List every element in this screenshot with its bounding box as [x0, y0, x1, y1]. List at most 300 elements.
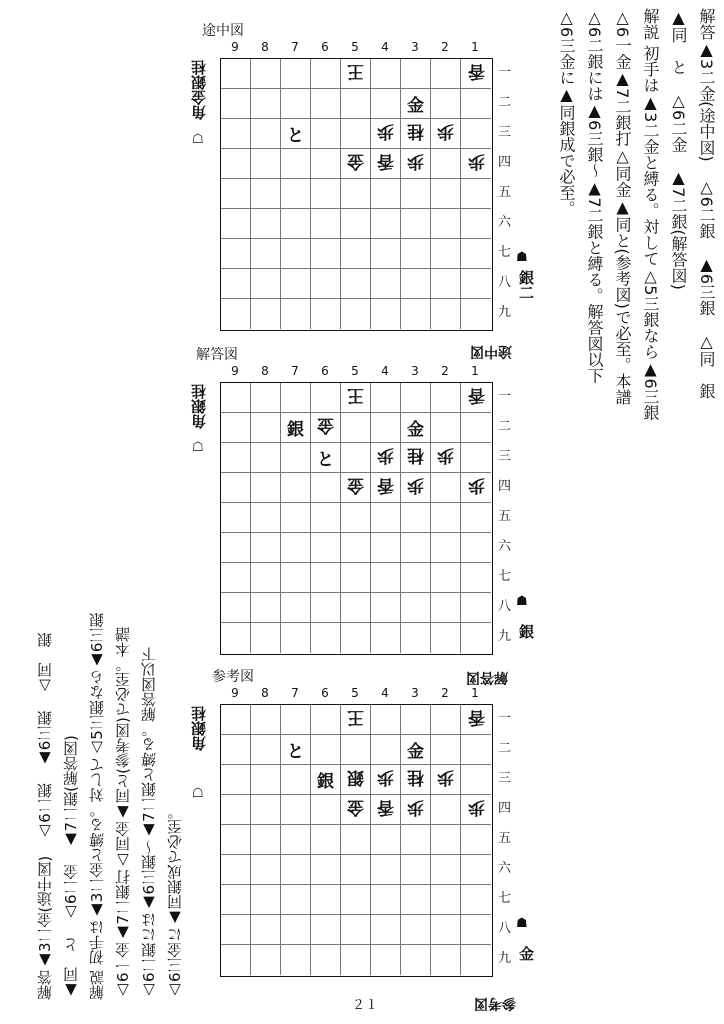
board-square — [251, 705, 281, 735]
board-square — [311, 795, 341, 825]
rank-label: 三 — [498, 125, 512, 140]
file-label: 6 — [321, 40, 329, 54]
board-square — [431, 239, 461, 269]
board-square — [341, 563, 371, 593]
board-square — [461, 885, 491, 915]
board-square — [431, 735, 461, 765]
file-label: 9 — [231, 686, 239, 700]
board-square — [401, 209, 431, 239]
board-square — [221, 765, 251, 795]
rank-label: 七 — [498, 569, 512, 584]
board-square — [221, 885, 251, 915]
board-square — [311, 443, 341, 473]
shogi-piece: 香 — [467, 707, 485, 727]
board-square — [431, 179, 461, 209]
board-square — [431, 533, 461, 563]
board-square — [221, 383, 251, 413]
board-square — [431, 855, 461, 885]
board-square — [221, 89, 251, 119]
board-square — [341, 443, 371, 473]
board-square — [251, 179, 281, 209]
board-square — [461, 383, 491, 413]
file-label: 8 — [261, 364, 269, 378]
board-square — [461, 503, 491, 533]
shogi-piece: 歩 — [467, 151, 485, 171]
board-square — [371, 119, 401, 149]
board-square — [371, 89, 401, 119]
shogi-piece: 歩 — [437, 121, 454, 141]
rank-label: 五 — [498, 509, 512, 524]
board-square — [431, 795, 461, 825]
board-square — [251, 623, 281, 653]
board-square — [371, 473, 401, 503]
shogi-piece: 香 — [377, 475, 394, 495]
diagram-title: 解答図 — [196, 347, 238, 363]
board-square — [341, 473, 371, 503]
board-square — [431, 623, 461, 653]
gote-hand: 角銀桂 — [190, 706, 208, 751]
file-label: 8 — [261, 686, 269, 700]
board-square — [371, 855, 401, 885]
rank-label: 四 — [498, 801, 512, 816]
board-square — [251, 915, 281, 945]
board-square — [401, 239, 431, 269]
board-square — [461, 149, 491, 179]
board-square — [341, 299, 371, 329]
text-column-2: ▲同 と △6二金 ▲7二銀(解答図) — [669, 8, 688, 290]
shogi-piece: 桂 — [407, 767, 424, 787]
board-square — [461, 855, 491, 885]
text-column-3: 解説 初手は▲3二金と縛る。対して△5三銀なら▲6三銀 — [641, 8, 660, 421]
board-square — [461, 563, 491, 593]
board-square — [371, 503, 401, 533]
board-square — [281, 735, 311, 765]
board-square — [221, 119, 251, 149]
shogi-piece: 歩 — [467, 475, 485, 495]
sente-mark-icon: ☗ — [516, 594, 528, 609]
board-square — [401, 89, 431, 119]
board-square — [221, 443, 251, 473]
rank-label: 六 — [498, 861, 512, 876]
shogi-board — [220, 58, 493, 331]
board-square — [461, 179, 491, 209]
sente-mark-icon: ☗ — [516, 250, 528, 265]
file-label: 6 — [321, 364, 329, 378]
file-label: 3 — [411, 686, 419, 700]
board-square — [311, 825, 341, 855]
file-label: 4 — [381, 40, 389, 54]
shogi-piece: 香 — [467, 385, 485, 405]
shogi-piece: 歩 — [407, 797, 424, 817]
text-column-5: △6二銀には▲6三銀～▲7二銀と縛る。解答図以下 — [585, 8, 604, 384]
upside-label-midway: 途中図 — [470, 343, 512, 359]
board-square — [311, 885, 341, 915]
board-square — [371, 735, 401, 765]
board-square — [431, 383, 461, 413]
file-label: 3 — [411, 364, 419, 378]
board-square — [251, 885, 281, 915]
board-square — [311, 503, 341, 533]
gote-hand: 角金銀桂 — [190, 60, 208, 120]
board-square — [251, 149, 281, 179]
board-square — [401, 269, 431, 299]
file-label: 9 — [231, 40, 239, 54]
board-square — [341, 915, 371, 945]
board-square — [251, 413, 281, 443]
board-square — [311, 239, 341, 269]
board-square — [251, 383, 281, 413]
rank-label: 二 — [498, 419, 512, 434]
file-label: 7 — [291, 40, 299, 54]
board-square — [281, 89, 311, 119]
file-label: 3 — [411, 40, 419, 54]
file-label: 4 — [381, 364, 389, 378]
board-square — [461, 765, 491, 795]
board-square — [221, 209, 251, 239]
shogi-piece: 歩 — [437, 445, 454, 465]
board-square — [371, 269, 401, 299]
shogi-piece: 金 — [317, 415, 334, 435]
board-square — [461, 89, 491, 119]
board-square — [221, 593, 251, 623]
board-square — [461, 413, 491, 443]
shogi-piece: 香 — [377, 797, 394, 817]
board-square — [341, 179, 371, 209]
board-square — [251, 945, 281, 975]
board-square — [281, 855, 311, 885]
board-square — [311, 593, 341, 623]
board-square — [371, 705, 401, 735]
board-square — [311, 705, 341, 735]
board-square — [371, 533, 401, 563]
rank-label: 七 — [498, 245, 512, 260]
board-square — [281, 149, 311, 179]
diagram-reference — [180, 666, 560, 986]
upside-label-answer: 解答図 — [466, 669, 508, 685]
board-square — [431, 885, 461, 915]
shogi-piece: 銀 — [347, 767, 364, 787]
shogi-piece: 歩 — [407, 475, 424, 495]
board-square — [401, 179, 431, 209]
rank-labels — [498, 382, 511, 652]
board-square — [311, 765, 341, 795]
file-label: 2 — [441, 686, 449, 700]
board-square — [461, 443, 491, 473]
board-square — [371, 623, 401, 653]
file-label: 8 — [261, 40, 269, 54]
board-square — [281, 239, 311, 269]
gote-mark-icon: ☖ — [192, 132, 204, 147]
board-square — [461, 945, 491, 975]
board-square — [311, 383, 341, 413]
board-square — [401, 623, 431, 653]
board-square — [311, 915, 341, 945]
board-square — [341, 503, 371, 533]
board-square — [461, 825, 491, 855]
rank-labels — [498, 704, 511, 974]
board-square — [401, 885, 431, 915]
rank-label: 五 — [498, 185, 512, 200]
board-square — [281, 945, 311, 975]
file-labels — [220, 364, 490, 378]
rank-label: 一 — [498, 65, 512, 80]
board-square — [281, 825, 311, 855]
board-square — [251, 825, 281, 855]
board-square — [431, 413, 461, 443]
shogi-piece: 香 — [377, 151, 394, 171]
shogi-piece: 歩 — [377, 767, 394, 787]
board-square — [311, 59, 341, 89]
shogi-piece: 香 — [467, 61, 485, 81]
board-square — [221, 179, 251, 209]
board-square — [221, 533, 251, 563]
board-square — [281, 533, 311, 563]
board-square — [401, 765, 431, 795]
board-square — [341, 149, 371, 179]
board-square — [341, 413, 371, 443]
board-square — [311, 149, 341, 179]
rank-label: 九 — [498, 305, 512, 320]
shogi-piece: 金 — [347, 151, 364, 171]
board-square — [341, 119, 371, 149]
board-square — [281, 59, 311, 89]
board-square — [251, 89, 281, 119]
board-square — [461, 735, 491, 765]
file-label: 4 — [381, 686, 389, 700]
board-square — [401, 533, 431, 563]
board-square — [311, 179, 341, 209]
board-square — [281, 885, 311, 915]
file-label: 6 — [321, 686, 329, 700]
board-square — [221, 705, 251, 735]
board-square — [431, 209, 461, 239]
board-square — [221, 269, 251, 299]
board-square — [221, 945, 251, 975]
board-square — [461, 533, 491, 563]
shogi-piece: 歩 — [437, 767, 454, 787]
board-square — [251, 59, 281, 89]
board-square — [341, 59, 371, 89]
board-square — [341, 239, 371, 269]
board-square — [251, 443, 281, 473]
rank-label: 四 — [498, 155, 512, 170]
page-number: ２１ — [352, 998, 379, 1013]
board-square — [281, 795, 311, 825]
board-square — [371, 209, 401, 239]
rank-label: 六 — [498, 539, 512, 554]
board-square — [401, 473, 431, 503]
file-label: 7 — [291, 686, 299, 700]
board-square — [341, 825, 371, 855]
board-square — [251, 593, 281, 623]
board-square — [221, 915, 251, 945]
rank-labels — [498, 58, 511, 328]
shogi-piece: 歩 — [377, 121, 394, 141]
shogi-piece: 王 — [347, 385, 364, 405]
gote-mark-icon: ☖ — [192, 786, 204, 801]
board-square — [251, 855, 281, 885]
rank-label: 八 — [498, 275, 512, 290]
board-square — [281, 705, 311, 735]
board-square — [281, 563, 311, 593]
board-square — [311, 473, 341, 503]
board-square — [221, 59, 251, 89]
shogi-piece: 桂 — [407, 121, 424, 141]
board-square — [371, 239, 401, 269]
board-square — [371, 179, 401, 209]
board-square — [371, 413, 401, 443]
board-square — [221, 149, 251, 179]
board-square — [221, 413, 251, 443]
shogi-board — [220, 704, 493, 977]
board-square — [341, 269, 371, 299]
board-square — [401, 795, 431, 825]
file-label: 2 — [441, 364, 449, 378]
board-square — [401, 383, 431, 413]
file-label: 5 — [351, 686, 359, 700]
upside-column-2: △6二銀には▲6三銀～▲7二銀と縛る。解答図以下 — [140, 647, 158, 1000]
board-square — [371, 825, 401, 855]
upside-column-4: 解説 初手は▲3二金と縛る。対して△5三銀なら▲6三銀 — [88, 612, 106, 1000]
shogi-piece: 歩 — [407, 151, 424, 171]
shogi-piece: 王 — [347, 707, 364, 727]
board-square — [461, 473, 491, 503]
board-square — [401, 735, 431, 765]
board-square — [281, 209, 311, 239]
rank-label: 二 — [498, 95, 512, 110]
board-square — [341, 855, 371, 885]
board-square — [221, 855, 251, 885]
board-square — [221, 563, 251, 593]
text-column-6: △6三金に▲同銀成で必至。 — [557, 8, 576, 217]
board-square — [221, 623, 251, 653]
board-square — [251, 765, 281, 795]
board-square — [221, 735, 251, 765]
board-square — [431, 825, 461, 855]
board-square — [431, 473, 461, 503]
board-square — [401, 59, 431, 89]
rank-label: 六 — [498, 215, 512, 230]
board-square — [341, 383, 371, 413]
board-square — [461, 705, 491, 735]
diagram-title: 参考図 — [212, 669, 254, 685]
board-square — [461, 299, 491, 329]
shogi-board — [220, 382, 493, 655]
sente-mark-icon: ☗ — [516, 916, 528, 931]
rank-label: 五 — [498, 831, 512, 846]
board-square — [461, 593, 491, 623]
board-square — [401, 119, 431, 149]
shogi-piece: 王 — [347, 61, 364, 81]
rank-label: 一 — [498, 389, 512, 404]
upside-column-1: △6三金に▲同銀成で必至。 — [166, 804, 184, 1000]
shogi-piece: 銀 — [287, 420, 304, 440]
board-square — [251, 735, 281, 765]
board-square — [221, 825, 251, 855]
text-column-1: 解答▲3二金(途中図) △6二銀 ▲6三銀 △同 銀 — [697, 8, 716, 400]
board-square — [401, 443, 431, 473]
board-square — [281, 765, 311, 795]
upside-column-5: ▲同 と △6二金 ▲7二銀(解答図) — [62, 735, 80, 1000]
upside-text-block — [14, 560, 184, 1000]
rank-label: 三 — [498, 771, 512, 786]
board-square — [401, 299, 431, 329]
shogi-piece: 金 — [407, 742, 424, 762]
board-square — [311, 945, 341, 975]
board-square — [281, 119, 311, 149]
board-square — [461, 915, 491, 945]
board-square — [341, 593, 371, 623]
board-square — [281, 299, 311, 329]
board-square — [311, 299, 341, 329]
board-square — [371, 795, 401, 825]
board-square — [311, 735, 341, 765]
board-square — [221, 299, 251, 329]
shogi-piece: と — [287, 126, 304, 146]
shogi-piece: 金 — [347, 475, 364, 495]
file-label: 9 — [231, 364, 239, 378]
gote-mark-icon: ☖ — [192, 440, 204, 455]
shogi-piece: 金 — [347, 797, 364, 817]
board-square — [371, 765, 401, 795]
board-square — [401, 915, 431, 945]
board-square — [251, 533, 281, 563]
board-square — [431, 705, 461, 735]
board-square — [371, 443, 401, 473]
board-square — [371, 593, 401, 623]
rank-label: 三 — [498, 449, 512, 464]
board-square — [281, 623, 311, 653]
board-square — [431, 149, 461, 179]
board-square — [311, 533, 341, 563]
shogi-piece: 歩 — [467, 797, 485, 817]
board-square — [341, 705, 371, 735]
board-square — [461, 59, 491, 89]
board-square — [461, 119, 491, 149]
board-square — [461, 269, 491, 299]
board-square — [251, 269, 281, 299]
board-square — [221, 473, 251, 503]
board-square — [221, 239, 251, 269]
board-square — [251, 299, 281, 329]
board-square — [221, 503, 251, 533]
board-square — [371, 149, 401, 179]
board-square — [251, 239, 281, 269]
board-square — [401, 149, 431, 179]
board-square — [401, 945, 431, 975]
board-square — [281, 915, 311, 945]
board-square — [311, 413, 341, 443]
board-square — [431, 945, 461, 975]
board-square — [311, 623, 341, 653]
file-label: 1 — [471, 686, 479, 700]
board-square — [341, 735, 371, 765]
shogi-piece: と — [287, 742, 304, 762]
board-square — [251, 563, 281, 593]
board-square — [401, 503, 431, 533]
text-column-4: △6一金▲7二銀打△同金▲同と(参考図)で必至。本譜 — [613, 8, 632, 405]
board-square — [251, 473, 281, 503]
gote-hand: 角銀桂 — [190, 384, 208, 429]
board-square — [371, 383, 401, 413]
board-square — [371, 299, 401, 329]
board-square — [221, 795, 251, 825]
board-square — [431, 765, 461, 795]
board-square — [371, 885, 401, 915]
board-square — [311, 269, 341, 299]
board-square — [401, 593, 431, 623]
board-square — [281, 443, 311, 473]
